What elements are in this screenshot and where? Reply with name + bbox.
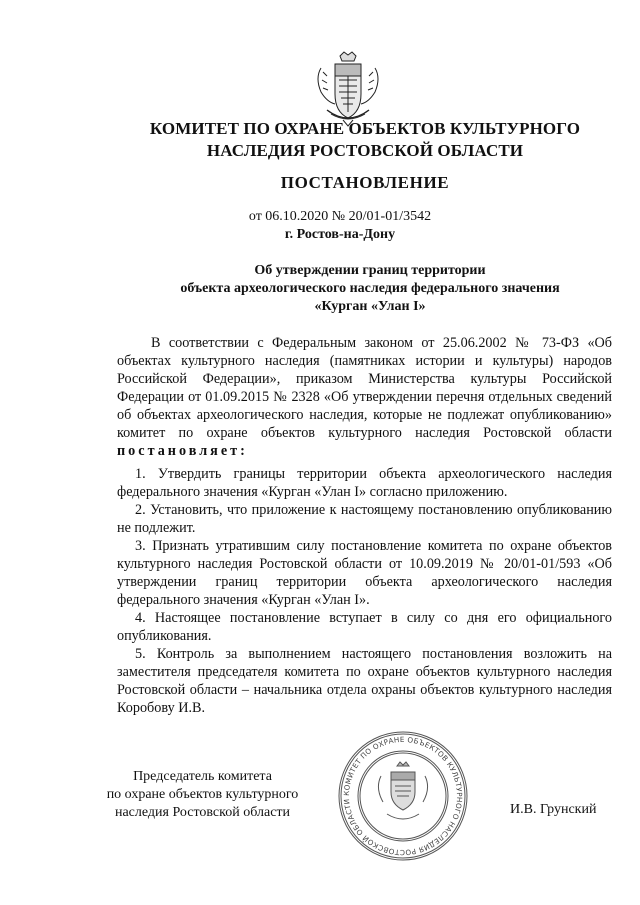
resolution-item-3: 3. Признать утратившим силу постановление комитета по охране объектов культурного наследия Ростовской области от 10.09.2019 № 20/01-01/593 «Об утверждении границ территории объекта археологического наследия федерального значения «Курган «Улан I».: [117, 538, 612, 608]
organization-name: [120, 118, 610, 162]
signer-title-line-3: наследия Ростовской области: [114, 805, 291, 820]
preamble-paragraph: [117, 334, 612, 460]
org-line-1: КОМИТЕТ ПО ОХРАНЕ ОБЪЕКТОВ КУЛЬТУРНОГО: [149, 119, 581, 138]
resolution-items: [117, 465, 612, 717]
org-line-2: НАСЛЕДИЯ РОСТОВСКОЙ ОБЛАСТИ: [206, 141, 524, 160]
date-number: от 06.10.2020 № 20/01-01/3542: [248, 209, 432, 224]
subject-line-1: Об утверждении границ территории: [254, 263, 486, 278]
document-type: ПОСТАНОВЛЕНИЕ: [280, 173, 450, 192]
signer-name: И.В. Грунский: [510, 802, 597, 817]
preamble-text: В соответствии с Федеральным законом от 25.06.2002 № 73-ФЗ «Об объектах культурного наследия (памятниках истории и культуры) народов Российской Федерации», приказом Министерства культуры Российской Федерации от 01.09.2015 № 2328 «Об утверждении перечня отдельных сведений об объектах археологического наследия, которые не подлежат опубликованию» комитет по охране объектов культурного наследия Ростовской области: [117, 335, 612, 441]
resolution-item-2: 2. Установить, что приложение к настоящему постановлению опубликованию не подлежит.: [117, 502, 612, 536]
resolve-word: постановляет:: [117, 443, 248, 459]
resolution-item-4: 4. Настоящее постановление вступает в силу со дня его официального опубликования.: [117, 610, 612, 644]
seal-text: КОМИТЕТ ПО ОХРАНЕ ОБЪЕКТОВ КУЛЬТУРНОГО НАСЛЕДИЯ РОСТОВСКОЙ ОБЛАСТИ: [341, 734, 465, 858]
signer-title: [80, 768, 325, 822]
subject-line-2: объекта археологического наследия федерального значения: [180, 281, 560, 296]
subject-line-3: «Курган «Улан I»: [314, 299, 426, 314]
signer-title-line-1: Председатель комитета: [133, 769, 272, 784]
coat-of-arms-icon: [313, 50, 383, 128]
resolution-item-5: 5. Контроль за выполнением настоящего постановления возложить на заместителя председателя комитета по охране объектов культурного наследия Ростовской области – начальника отдела охраны объектов культурного наследия Коробову И.В.: [117, 646, 612, 716]
signer-title-line-2: по охране объектов культурного: [106, 787, 299, 802]
resolution-item-1: 1. Утвердить границы территории объекта археологического наследия федерального значения «Курган «Улан I» согласно приложению.: [117, 466, 612, 500]
document-subject: [150, 262, 590, 316]
official-seal-icon: [335, 728, 471, 864]
city: г. Ростов-на-Дону: [284, 227, 396, 242]
